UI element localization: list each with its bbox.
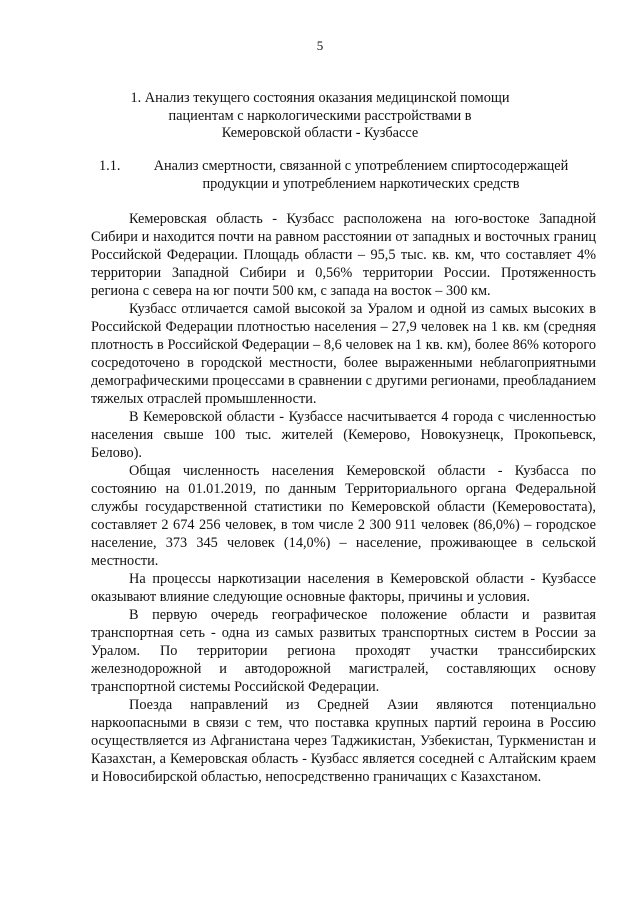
paragraph: Поезда направлений из Средней Азии являются потенциально наркоопасными в связи с тем, что поставка крупных партий героина в Россию осуществляется из Афганистана через Таджикистан, Узбекистан, Туркменистан и Казахстан, а Кемеровская область - Кузбасс является соседней с Алтайским краем и Новосибирской областью, непосредственно граничащих с Казахстаном. [91, 697, 596, 785]
subsection-number: 1.1. [99, 158, 121, 174]
paragraph: Кемеровская область - Кузбасс расположена на юго-востоке Западной Сибири и находится почти на равном расстоянии от западных и восточных границ Российской Федерации. Площадь области – 95,5 тыс. кв. км, что составляет 4% территории Западной Сибири и 0,56% территории России. Протяженность региона с севера на юг почти 500 км, с запада на восток – 300 км. [91, 211, 596, 299]
paragraph: В первую очередь географическое положение области и развитая транспортная сеть - одна из самых развитых транспортных систем в России за Уралом. По территории региона проходят участки транссибирских железнодорожной и автодорожной магистралей, составляющих основу транспортной системы Российской Федерации. [91, 607, 596, 695]
paragraph: Кузбасс отличается самой высокой за Уралом и одной из самых высоких в Российской Федерации плотностью населения – 27,9 человек на 1 кв. км (средняя плотность в Российской Федерации – 8,6 человек на 1 кв. км), более 86% которого сосредоточено в городской местности, более выраженными неблагоприятными демографическими процессами в сравнении с другими регионами, преобладанием тяжелых отраслей промышленности. [91, 301, 596, 407]
document-body [91, 210, 596, 786]
paragraph: На процессы наркотизации населения в Кемеровской области - Кузбассе оказывают влияние следующие основные факторы, причины и условия. [91, 571, 596, 605]
section-title: 1. Анализ текущего состояния оказания медицинской помощи пациентам с наркологическими расстройствами в Кемеровской области - Кузбассе [130, 90, 510, 141]
subsection-heading [99, 157, 579, 193]
paragraph: В Кемеровской области - Кузбассе насчитывается 4 города с численностью населения свыше 100 тыс. жителей (Кемерово, Новокузнецк, Прокопьевск, Белово). [91, 409, 596, 461]
paragraph: Общая численность населения Кемеровской области - Кузбасса по состоянию на 01.01.2019, по данным Территориального органа Федеральной службы государственной статистики по Кемеровской области (Кемеровостата), составляет 2 674 256 человек, в том числе 2 300 911 человек (86,0%) – городское население, 373 345 человек (14,0%) – население, проживающее в сельской местности. [91, 463, 596, 569]
page-number: 5 [316, 38, 324, 53]
subsection-title: Анализ смертности, связанной с употреблением спиртосодержащей продукции и употреблением наркотических средств [153, 158, 569, 192]
